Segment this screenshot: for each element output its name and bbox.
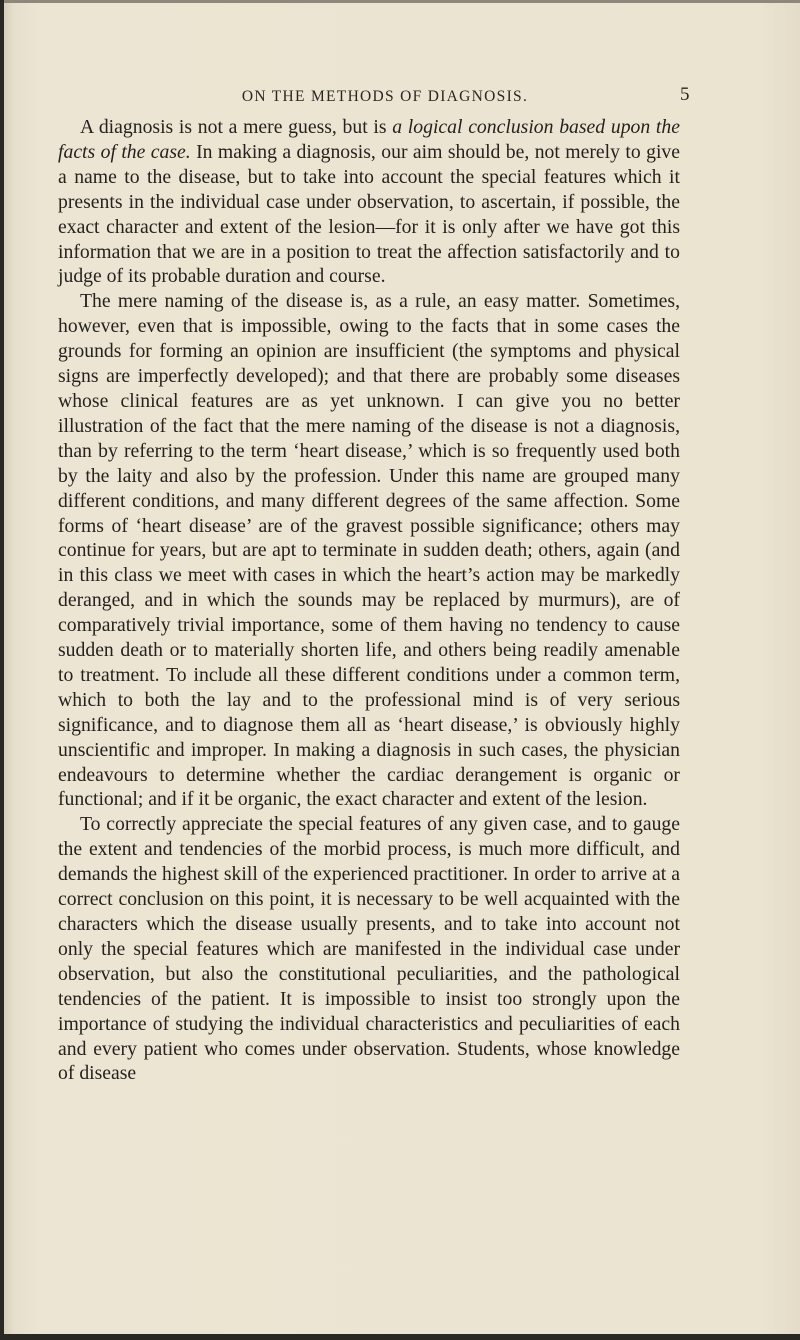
running-head: ON THE METHODS OF DIAGNOSIS. [241,88,529,105]
paragraph-2: The mere naming of the disease is, as a rule, an easy matter. Sometimes, however, even that is impossible, owing to the facts that in some cases the grounds for forming an opinion are insufficient (the symptoms and physical signs are imperfectly developed); and that there are probably some diseases whose clinical features are as yet unknown. I can give you no better illustration of the fact that the mere naming of the disease is not a diagnosis, than by referring to the term ‘heart disease,’ which is so frequently used both by the laity and also by the profession. Under this name are grouped many different conditions, and many different degrees of the same affection. Some forms of ‘heart disease’ are of the gravest possible significance; others may continue for years, but are apt to terminate in sudden death; others, again (and in this class we meet with cases in which the heart’s action may be markedly deranged, and in which the sounds may be replaced by murmurs), are of comparatively trivial importance, some of them having no tendency to cause sudden death or to materially shorten life, and others being readily amenable to treatment. To include all these different conditions under a common term, which to both the lay and to the professional mind is of very serious significance, and to diagnose them all as ‘heart disease,’ is obviously highly unscientific and improper. In making a diagnosis in such cases, the physician endeavours to determine whether the cardiac derangement is organic or functional; and if it be organic, the exact character and extent of the lesion. [58,290,680,811]
body-text [58,115,680,1086]
page-binding-edge [0,0,4,1340]
paragraph-1-lead: A diagnosis is not a mere guess, but is [80,116,393,138]
paragraph-1-emphasis: a logical conclusion based upon the facts of the case. [58,116,680,163]
paragraph-1-rest: In making a diagnosis, our aim should be, not merely to give a name to the disease, but to take into account the special features which it presents in the individual case under observation, to ascertain, if possible, the exact character and extent of the lesion—for it is only after we have got this information that we are in a position to treat the affection satisfactorily and to judge of its probable duration and course. [58,140,680,288]
page-bottom-edge [0,1334,800,1340]
page-top-edge [0,0,800,3]
paragraph-1 [58,115,680,289]
page-number: 5 [680,84,690,105]
paragraph-3: To correctly appreciate the special features of any given case, and to gauge the extent and tendencies of the morbid process, is much more difficult, and demands the highest skill of the experienced practitioner. In order to arrive at a correct conclusion on this point, it is necessary to be well acquainted with the characters which the disease usually presents, and to take into account not only the special features which are manifested in the individual case under observation, but also the constitutional peculiarities, and the pathological tendencies of the patient. It is impossible to insist too strongly upon the importance of studying the individual characteristics and peculiarities of each and every patient who comes under observation. Students, whose knowledge of disease [58,813,680,1085]
